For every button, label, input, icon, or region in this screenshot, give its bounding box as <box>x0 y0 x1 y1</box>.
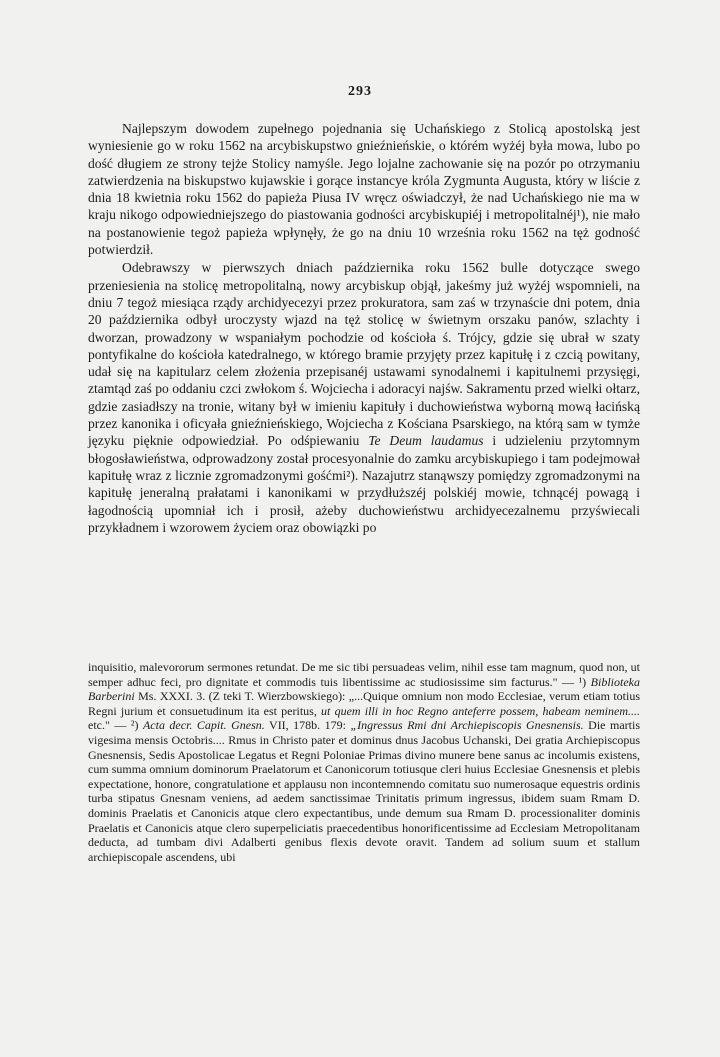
page-number: 293 <box>348 84 372 99</box>
paragraph-2-part-b: i udzieleniu przytomnym błogosławieństwa, odprowadzony został procesyonalnie do zamku arcybiskupiego i tam podejmował kapitułę wraz z licznie zgromadzonymi gośćmi²). Nazajutrz stanąwszy pomiędzy zgromadzonymi na kapitułę jeneralną prałatami i kanonikami w przydłuższéj polskiéj mowie, tchnącéj powagą i łagodnością upomniał ich i prosił, ażeby duchowieństwu archidyecezalnemu przyświecali przykładnem i wzorowem życiem oraz obowiązki po <box>88 433 640 535</box>
footnote-segment: inquisitio, malevororum sermones retundat. De me sic tibi persuadeas velim, nihil esse tam magnum, quod non, ut semper adhuc feci, pro dignitate et commodis tuis libentissime ac studiosissime sim facturus." — ¹) <box>88 660 640 689</box>
paragraph-2-italic: Te Deum laudamus <box>368 433 484 449</box>
footnote-italic: „Ingressus Rmi dni Archiepiscopis Gnesnensis. <box>350 718 584 733</box>
footnote-italic: Biblioteka Barberini <box>88 674 640 704</box>
footnote-segment: VII, 178b. 179: <box>264 718 351 733</box>
footnote-text <box>88 660 640 864</box>
footnotes <box>88 660 640 864</box>
footnote-segment: etc." — ²) <box>88 718 143 733</box>
paragraph-2-part-a: Odebrawszy w pierwszych dniach października roku 1562 bulle dotyczące swego przeniesienia na stolicę metropolitalną, nowy arcybiskup objął, jakeśmy już wyżéj wspomnieli, na dniu 7 tegoż miesiąca rządy archidyecezyi przez prokuratora, sam zaś w trzynaście dni potem, dnia 20 października odbył uroczysty wjazd na tęż stolicę w świetnym orszaku panów, szlachty i dworzan, prowadzony w wspaniałym pochodzie od kościoła ś. Trójcy, gdzie się ubrał w szaty pontyfikalne do kościoła katedralnego, w którego bramie przyjęty przez kapitułę i z czcią powitany, udał się na kapitularz celem złożenia przepisanéj ustawami synodalnemi i kapitulnemi przysięgi, ztamtąd zaś po oddaniu czci zwłokom ś. Wojciecha i adoracyi najśw. Sakramentu przed wielki ołtarz, gdzie zasiadłszy na tronie, witany był w imieniu kapituły i duchowieństwa wyborną mową łacińską przez kanonika i oficyała gnieźnieńskiego, Wojciecha z Kościana Psarskiego, na którą sam w tymże języku pięknie odpowiedział. Po odśpiewaniu <box>88 260 640 449</box>
footnote-segment: Die martis vigesima mensis Octobris.... Rmus in Christo pater et dominus dnus Jacobus Uchanski, Dei gratia Archiepiscopus Gnesnensis, Sedis Apostolicae Legatus et Regni Poloniae Primas divino munere bene sanus ac incolumis existens, cum summa omnium dominorum Praelatorum et Canonicorum totiusque cleri huius Ecclesiae Gnesnensis et plebis expectatione, honore, congratulatione et applausu non incontemnendo comitatu suo numerosaque equestris ordinis turba stipatus Gnesnam veniens, ad aedem sanctissimae Trinitatis primum ingressus, ibidem suam Rmam D. dominis Praelatis et Canonicis atque clero expectantibus, unde demum sua Rmam D. processionaliter dominis Praelatis et Canonicis atque clero superpeliciatis praecedentibus honorificentissime ad Ecclesiam Metropolitanam deducta, ad tumbam divi Adalberti genibus flexis devote oravit. Tandem ad solium suum et stallum archiepiscopale ascendens, ubi <box>88 718 640 864</box>
footnote-italic: ut quem illi in hoc Regno anteferre possem, habeam neminem.... <box>321 703 640 718</box>
footnote-segment: Ms. XXXI. 3. (Z teki T. Wierzbowskiego): „...Quique omnium non modo Ecclesiae, verum etiam totius Regni jurium et consuetudinum ita est peritus, <box>88 689 640 718</box>
paragraph-2 <box>88 259 640 536</box>
main-text <box>88 120 640 536</box>
footnote-italic: Acta decr. Capit. Gnesn. <box>142 718 265 733</box>
paragraph-1: Najlepszym dowodem zupełnego pojednania się Uchańskiego z Stolicą apostolską jest wyniesienie go w roku 1562 na arcybiskupstwo gnieźnieńskie, o którém wyżéj była mowa, lubo po dość długiem ze strony tejże Stolicy namyśle. Jego lojalne zachowanie się na pozór po otrzymaniu zatwierdzenia na biskupstwo kujawskie i gorące instancye króla Zygmunta Augusta, który w liście z dnia 18 kwietnia roku 1562 do papieża Piusa IV wręcz oświadczył, że nad Uchańskiego nie ma w kraju nikogo odpowiedniejszego do piastowania godności arcybiskupiéj i metropolitalnéj¹), nie mało na postanowienie tegoż papieża wpłynęły, że go na dniu 10 września roku 1562 na tęż godność potwierdził. <box>88 121 640 258</box>
